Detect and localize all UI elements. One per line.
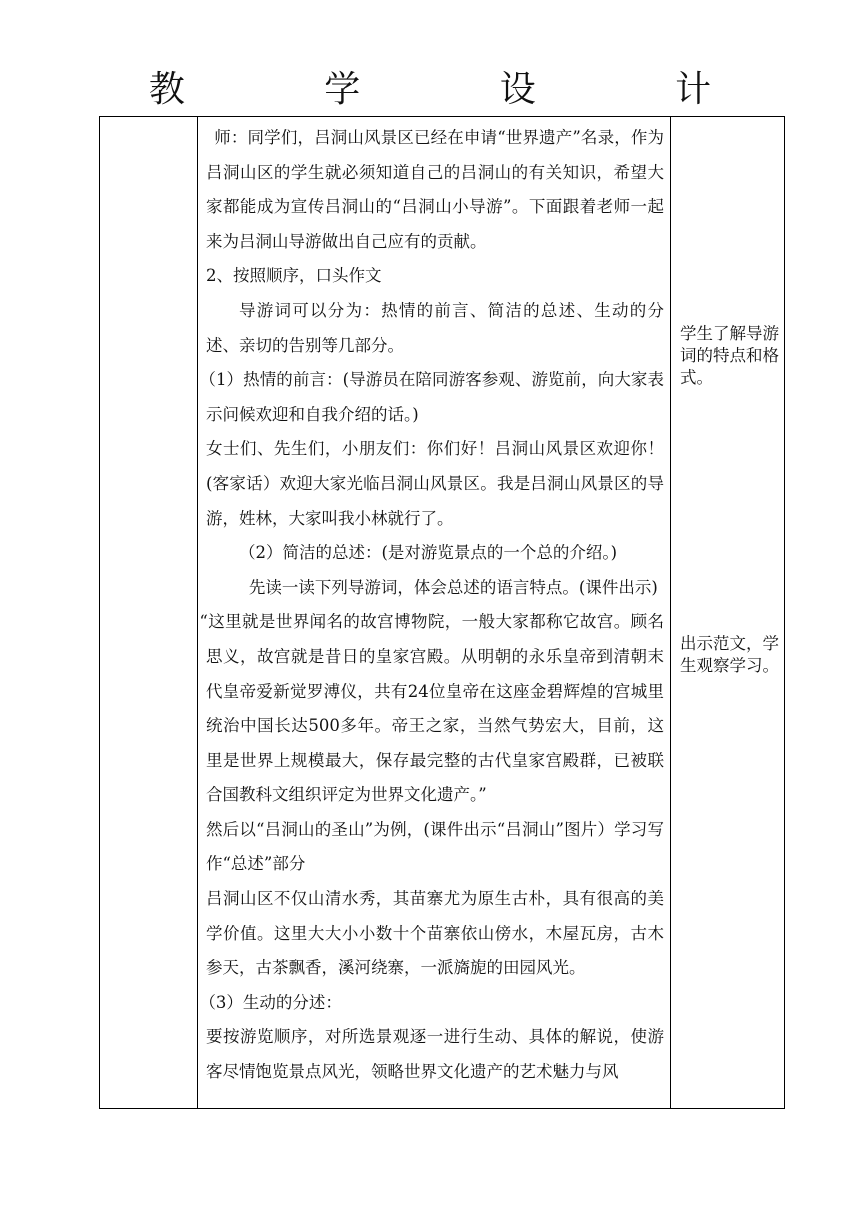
page-title: 教 学 设 计 — [148, 69, 776, 110]
teaching-process-cell — [198, 117, 670, 1108]
preface-example-paragraph: 女士们、先生们，小朋友们：你们好！吕洞山风景区欢迎你！(客家话）欢迎大家光临吕洞山风景区。我是吕洞山风景区的导游，姓林，大家叫我小林就行了。 — [206, 439, 664, 528]
teacher-intro-paragraph: 师：同学们，吕洞山风景区已经在申请“世界遗产”名录，作为吕洞山区的学生就必须知道自己的吕洞山的有关知识，希望大家都能成为宣传吕洞山的“吕洞山小导游”。下面跟着老师一起来为吕洞山导游做出自己应有的贡献。 — [206, 128, 664, 251]
guide-speech-structure-paragraph: 导游词可以分为：热情的前言、简洁的总述、生动的分述、亲切的告别等几部分。 — [206, 300, 664, 355]
preface-heading: （1）热情的前言：(导游员在陪同游客参观、游览前，向大家表示问候欢迎和自我介绍的话。) — [199, 370, 664, 424]
detailed-description-heading: （3）生动的分述： — [199, 992, 342, 1012]
note-student-understanding: 学生了解导游词的特点和格式。 — [680, 324, 779, 387]
overview-instruction-paragraph: 先读一读下列导游词，体会总述的语言特点。(课件出示) — [248, 577, 658, 597]
column-divider-right — [670, 117, 671, 1108]
ludong-example-intro-paragraph: 然后以“吕洞山的圣山”为例，(课件出示“吕洞山”图片）学习写作“总述”部分 — [206, 819, 664, 874]
detailed-description-paragraph: 要按游览顺序，对所选景观逐一进行生动、具体的解说，使游客尽情饱览景点风光，领略世界文化遗产的艺术魅力与风 — [206, 1027, 664, 1082]
overview-heading: （2）简洁的总述：(是对游览景点的一个总的介绍。) — [239, 543, 618, 563]
lesson-plan-table — [99, 116, 785, 1109]
section-heading-oral-composition: 2、按照顺序，口头作文 — [206, 266, 382, 286]
ludong-overview-paragraph: 吕洞山区不仅山清水秀，其苗寨尤为原生古朴，具有很高的美学价值。这里大大小小数十个苗寨依山傍水，木屋瓦房，古木参天，古茶飘香，溪河绕寨，一派旖旎的田园风光。 — [206, 889, 664, 978]
forbidden-city-example-paragraph: “这里就是世界闻名的故宫博物院，一般大家都称它故宫。顾名思义，故宫就是昔日的皇家宫殿。从明朝的永乐皇帝到清朝末代皇帝爱新觉罗溥仪，共有24位皇帝在这座金碧辉煌的宫城里统治中国长达500多年。帝王之家，当然气势宏大，目前，这里是世界上规模最大，保存最完整的古代皇家宫殿群，已被联合国教科文组织评定为世界文化遗产。” — [199, 612, 664, 805]
note-sample-text: 出示范文，学生观察学习。 — [680, 634, 779, 675]
